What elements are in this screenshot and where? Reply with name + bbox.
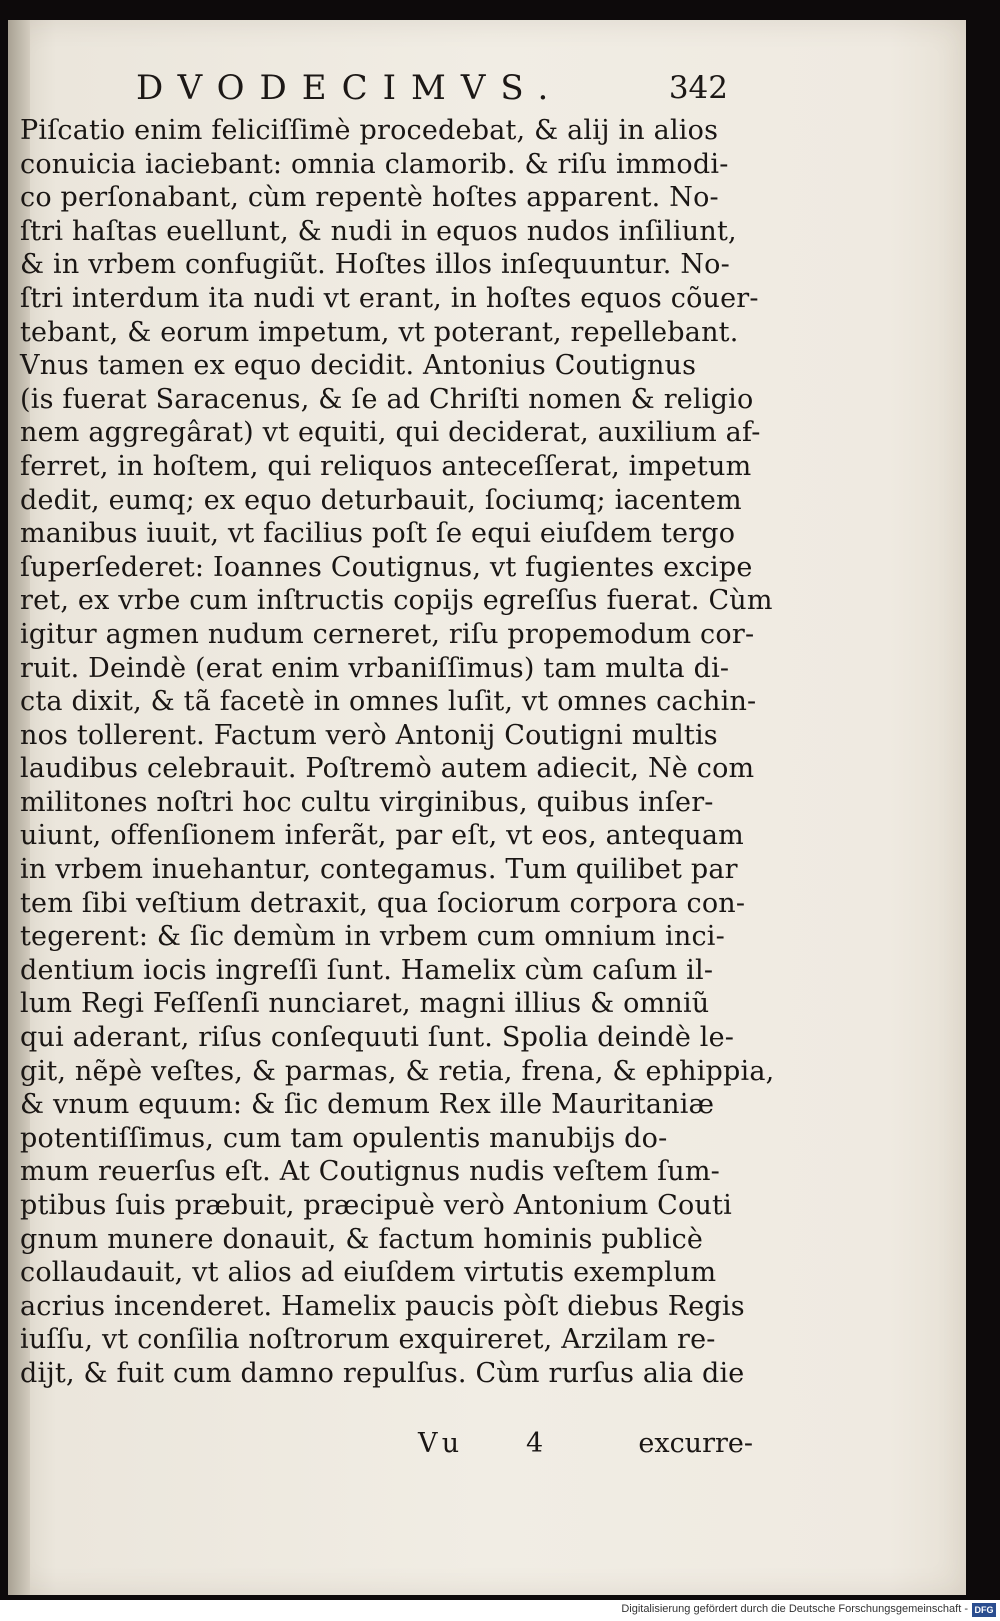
- text-line: nos tollerent. Factum verò Antonij Coutigni multis: [20, 719, 718, 751]
- book-page: [8, 20, 966, 1595]
- running-head: DVODECIMVS.: [136, 68, 564, 108]
- text-line: lum Regi Feſſenſi nunciaret, magni illius & omniũ: [20, 988, 710, 1020]
- digitization-credit: Digitalisierung gefördert durch die Deutsche Forschungsgemeinschaft -: [621, 1603, 968, 1615]
- text-line: ptibus ſuis præbuit, præcipuè verò Antonium Couti: [20, 1190, 732, 1221]
- text-line: ruit. Deindè (erat enim vrbaniſſimus) tam multa di-: [20, 652, 730, 684]
- text-line: & in vrbem confugiũt. Hoſtes illos inſequuntur. No-: [20, 249, 730, 281]
- credit-bar: [0, 1600, 1000, 1621]
- text-line: nem aggregârat) vt equiti, qui deciderat, auxilium af-: [20, 417, 761, 449]
- text-line: (is fuerat Saracenus, & ſe ad Chriſti nomen & religio: [20, 383, 754, 415]
- catchword: excurre-: [638, 1428, 753, 1459]
- text-line: laudibus celebrauit. Poſtremò autem adiecit, Nè com: [20, 753, 755, 785]
- text-line: ſtri interdum ita nudi vt erant, in hoſtes equos cõuer-: [20, 282, 759, 314]
- text-line: tem ſibi veſtium detraxit, qua ſociorum corpora con-: [20, 887, 746, 919]
- text-line: iuſſu, vt conſilia noſtrorum exquireret, Arzilam re-: [20, 1324, 716, 1356]
- text-line: conuicia iaciebant: omnia clamorib. & riſu immodi-: [20, 148, 729, 180]
- text-line: gnum munere donauit, & factum hominis publicè: [20, 1223, 704, 1255]
- signature-mark: Vu: [418, 1428, 466, 1459]
- text-line: & vnum equum: & ſic demum Rex ille Mauritaniæ: [20, 1089, 715, 1121]
- text-line: Piſcatio enim feliciſſimè procedebat, & alij in alios: [20, 115, 719, 146]
- page-number: 342: [668, 70, 728, 106]
- text-line: ſuperſederet: Ioannes Coutignus, vt fugientes excipe: [20, 551, 753, 583]
- text-line: Vnus tamen ex equo decidit. Antonius Coutignus: [20, 350, 697, 382]
- text-line: ſtri haſtas euellunt, & nudi in equos nudos inſiliunt,: [20, 215, 737, 247]
- text-line: git, nẽpè veſtes, & parmas, & retia, frena, & ephippia,: [20, 1055, 775, 1087]
- text-line: uiunt, offenſionem inferãt, par eſt, vt eos, antequam: [20, 820, 744, 852]
- dfg-logo: DFG: [972, 1603, 996, 1617]
- text-line: co perſonabant, cùm repentè hoſtes apparent. No-: [20, 182, 719, 214]
- page-footer: [368, 1428, 753, 1468]
- text-line: tegerent: & ſic demùm in vrbem cum omnium inci-: [20, 921, 725, 953]
- text-line: potentiſſimus, cum tam opulentis manubijs do-: [20, 1122, 668, 1154]
- page-header: [128, 56, 728, 116]
- text-line: collaudauit, vt alios ad eiuſdem virtutis exemplum: [20, 1257, 717, 1289]
- text-line: ret, ex vrbe cum inſtructis copijs egreſſus fuerat. Cùm: [20, 585, 773, 617]
- text-line: militones noſtri hoc cultu virginibus, quibus inſer-: [20, 786, 714, 818]
- text-line: mum reuerſus eſt. At Coutignus nudis veſtem ſum-: [20, 1156, 720, 1188]
- text-line: qui aderant, riſus conſequuti ſunt. Spolia deindè le-: [20, 1022, 735, 1054]
- signature-number: 4: [526, 1428, 544, 1459]
- text-line: cta dixit, & tã facetè in omnes luſit, vt omnes cachin-: [20, 686, 757, 718]
- text-line: dedit, eumq; ex equo deturbauit, ſociumq; iacentem: [20, 484, 742, 516]
- text-line: dijt, & fuit cum damno repulſus. Cùm rurſus alia die: [20, 1357, 745, 1389]
- text-line: in vrbem inuehantur, contegamus. Tum quilibet par: [20, 854, 738, 886]
- text-line: acrius incenderet. Hamelix paucis pòſt diebus Regis: [20, 1290, 745, 1322]
- text-line: manibus iuuit, vt facilius poſt ſe equi eiuſdem tergo: [20, 518, 736, 550]
- text-line: igitur agmen nudum cerneret, riſu propemodum cor-: [20, 618, 755, 650]
- text-line: ferret, in hoſtem, qui reliquos anteceſſerat, impetum: [20, 450, 752, 482]
- text-line: dentium iocis ingreſſi ſunt. Hamelix cùm caſum il-: [20, 954, 714, 986]
- text-line: tebant, & eorum impetum, vt poterant, repellebant.: [20, 316, 739, 348]
- body-text: [20, 114, 775, 1391]
